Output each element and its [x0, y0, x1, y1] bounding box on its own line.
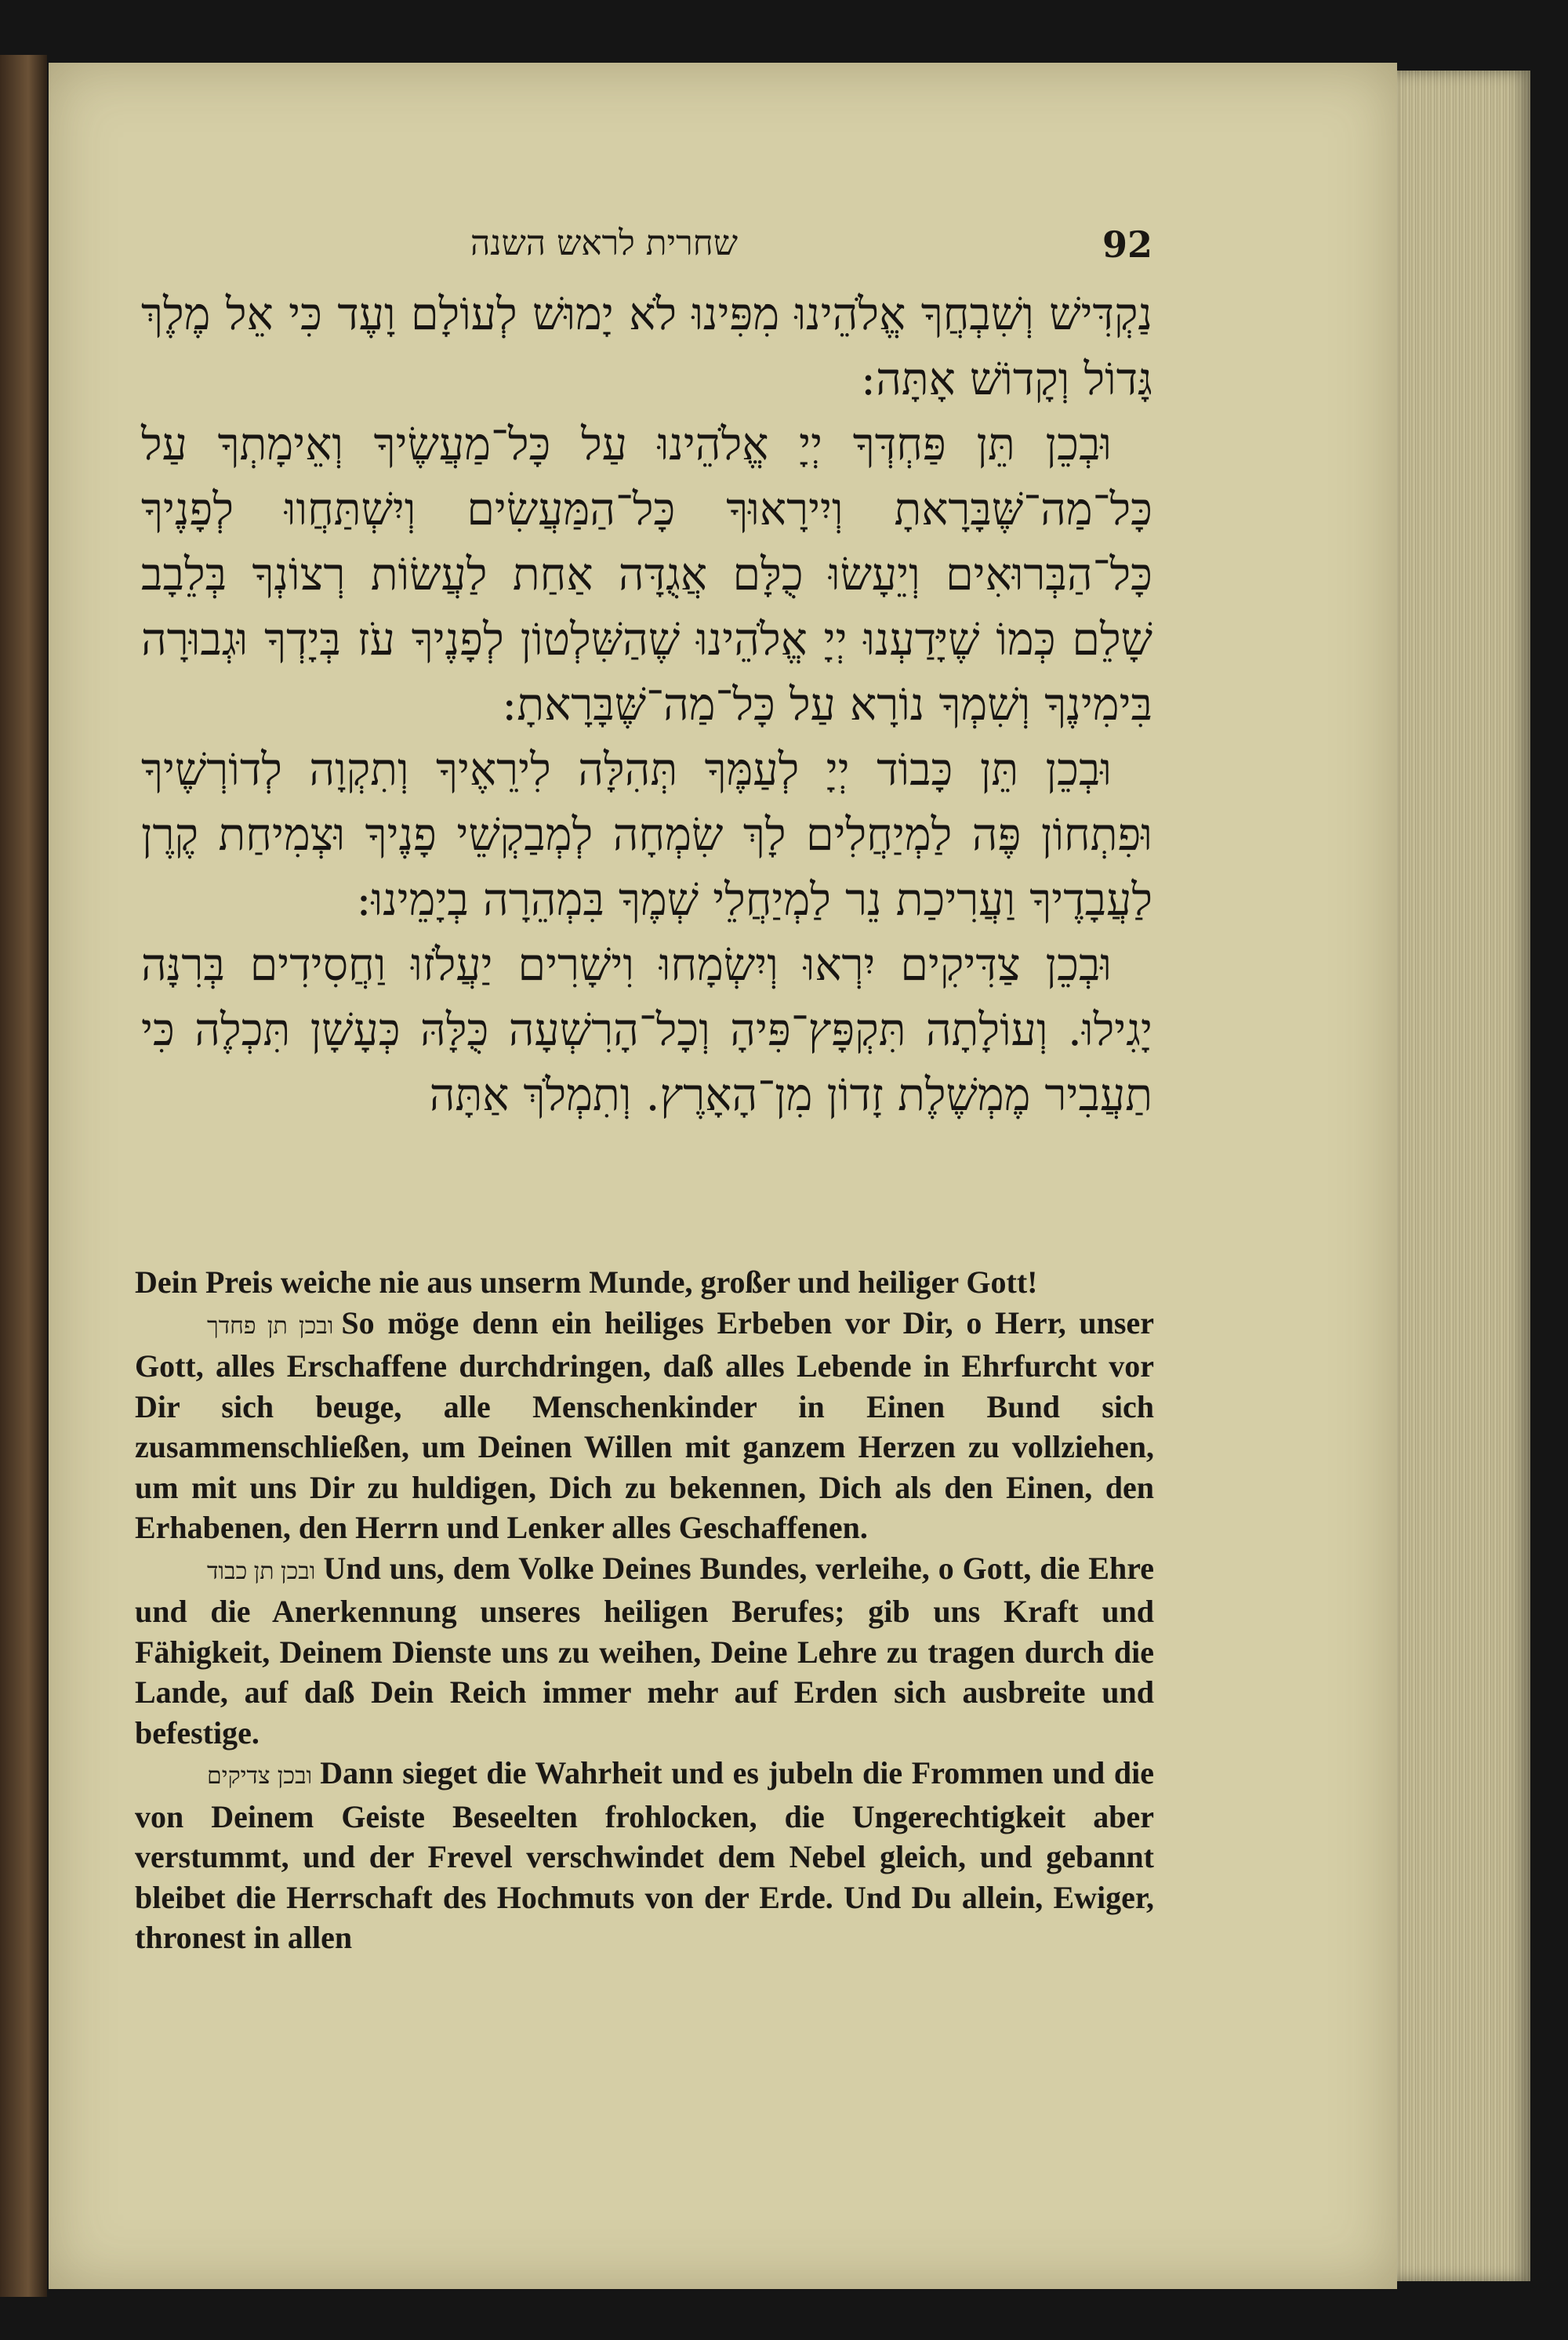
hebrew-text-block — [141, 282, 1152, 1128]
hebrew-paragraph: וּבְכֵן צַדִּיקִים יִרְאוּ וְיִשְׂמָחוּ וִישָׁרִים יַעֲלֹזוּ וַחֲסִידִים בְּרִנָּה יָגִילוּ. וְעוֹלָתָה תִּקְפָּץ־פִּיהָ וְכָל־הָרִשְׁעָה כֻּלָּהּ כְּעָשָׁן תִּכְלֶה כִּי תַעֲבִיר מֶמְשֶׁלֶת זָדוֹן מִן־הָאָרֶץ. וְתִמְלֹךְ אַתָּה — [141, 939, 1152, 1121]
hebrew-reference: ובכן תן פחדך — [207, 1312, 334, 1339]
german-paragraph — [135, 1548, 1154, 1754]
hebrew-paragraph: וּבְכֵן תֵּן כָּבוֹד יְיָ לְעַמֶּךָ תְּהִלָּה לִירֵאֶיךָ וְתִקְוָה לְדוֹרְשֶׁיךָ וּפִתְחוֹן פֶּה לַמְיַחֲלִים לָךְ שִׂמְחָה לְמְבַקְשֵׁי פָנֶיךָ וּצְמִיחַת קֶרֶן לַעֲבָדֶיךָ וַעֲרִיכַת נֵר לַמְיַחֲלֵי שְׁמֶךָ בִּמְהֵרָה בְיָמֵינוּ: — [141, 744, 1152, 926]
hebrew-reference: ובכן תן כבוד — [207, 1558, 316, 1584]
german-text: Dann sieget die Wahrheit und es jubeln die Frommen und die von Deinem Geiste Beseelten frohlocken, die Ungerechtigkeit aber verstummt, und der Frevel verschwindet dem Nebel gleich, und gebannt bleibet die Herrschaft des Hochmuts von der Erde. Und Du allein, Ewiger, thronest in allen — [135, 1755, 1154, 1955]
hebrew-paragraph: נַקְדִּישׁ וְשִׁבְחֲךָ אֱלֹהֵינוּ מִפִּינוּ לֹא יָמוּשׁ לְעוֹלָם וָעֶד כִּי אֵל מֶלֶךְ גָּדוֹל וְקָדוֹשׁ אָתָּה: — [141, 288, 1152, 405]
running-header — [141, 223, 1152, 278]
hebrew-reference: ובכן צדיקים — [207, 1763, 313, 1789]
german-paragraph — [135, 1262, 1154, 1303]
page-stack-edges — [1397, 71, 1530, 2281]
german-translation-block — [135, 1262, 1154, 1958]
german-text: Dein Preis weiche nie aus unserm Munde, großer und heiliger Gott! — [135, 1264, 1038, 1300]
german-paragraph — [135, 1303, 1154, 1548]
page-number: 92 — [1102, 223, 1152, 266]
left-page-edge — [0, 55, 47, 2297]
header-title: שחרית לראש השנה — [470, 223, 738, 263]
german-text: Und uns, dem Volke Deines Bundes, verleihe, o Gott, die Ehre und die Anerkennung unseres heiligen Berufes; gib uns Kraft und Fähigkeit, Deinem Dienste uns zu weihen, Deine Lehre zu tragen durch die Lande, auf daß Dein Reich immer mehr auf Erden sich ausbreite und befestige. — [135, 1550, 1154, 1750]
german-paragraph — [135, 1753, 1154, 1958]
hebrew-paragraph: וּבְכֵן תֵּן פַּחְדְּךָ יְיָ אֱלֹהֵינוּ עַל כָּל־מַעֲשֶׂיךָ וְאֵימָתְךָ עַל כָּל־מַה־שֶּׁבָּרָאתָ וְיִירָאוּךָ כָּל־הַמַּעֲשִׂים וְיִשְׁתַּחֲווּ לְפָנֶיךָ כָּל־הַבְּרוּאִים וְיֵעָשׂוּ כֻלָּם אֲגֻדָּה אַחַת לַעֲשׂוֹת רְצוֹנְךָ בְּלֵבָב שָׁלֵם כְּמוֹ שֶׁיָּדַעְנוּ יְיָ אֱלֹהֵינוּ שֶׁהַשִּׁלְטוֹן לְפָנֶיךָ עֹז בְּיָדְךָ וּגְבוּרָה בִּימִינֶךָ וְשִׁמְךָ נוֹרָא עַל כָּל־מַה־שֶּׁבָּרָאתָ: — [141, 419, 1152, 731]
german-text: So möge denn ein heiliges Erbeben vor Dir, o Herr, unser Gott, alles Erschaffene durchdringen, daß alles Lebende in Ehrfurcht vor Dir sich beuge, alle Menschenkinder in Einen Bund sich zusammenschließen, um Deinen Willen mit ganzem Herzen zu vollziehen, um mit uns Dir zu huldigen, Dich zu bekennen, Dich als den Einen, den Erhabenen, den Herrn und Lenker alles Geschaffenen. — [135, 1304, 1154, 1545]
